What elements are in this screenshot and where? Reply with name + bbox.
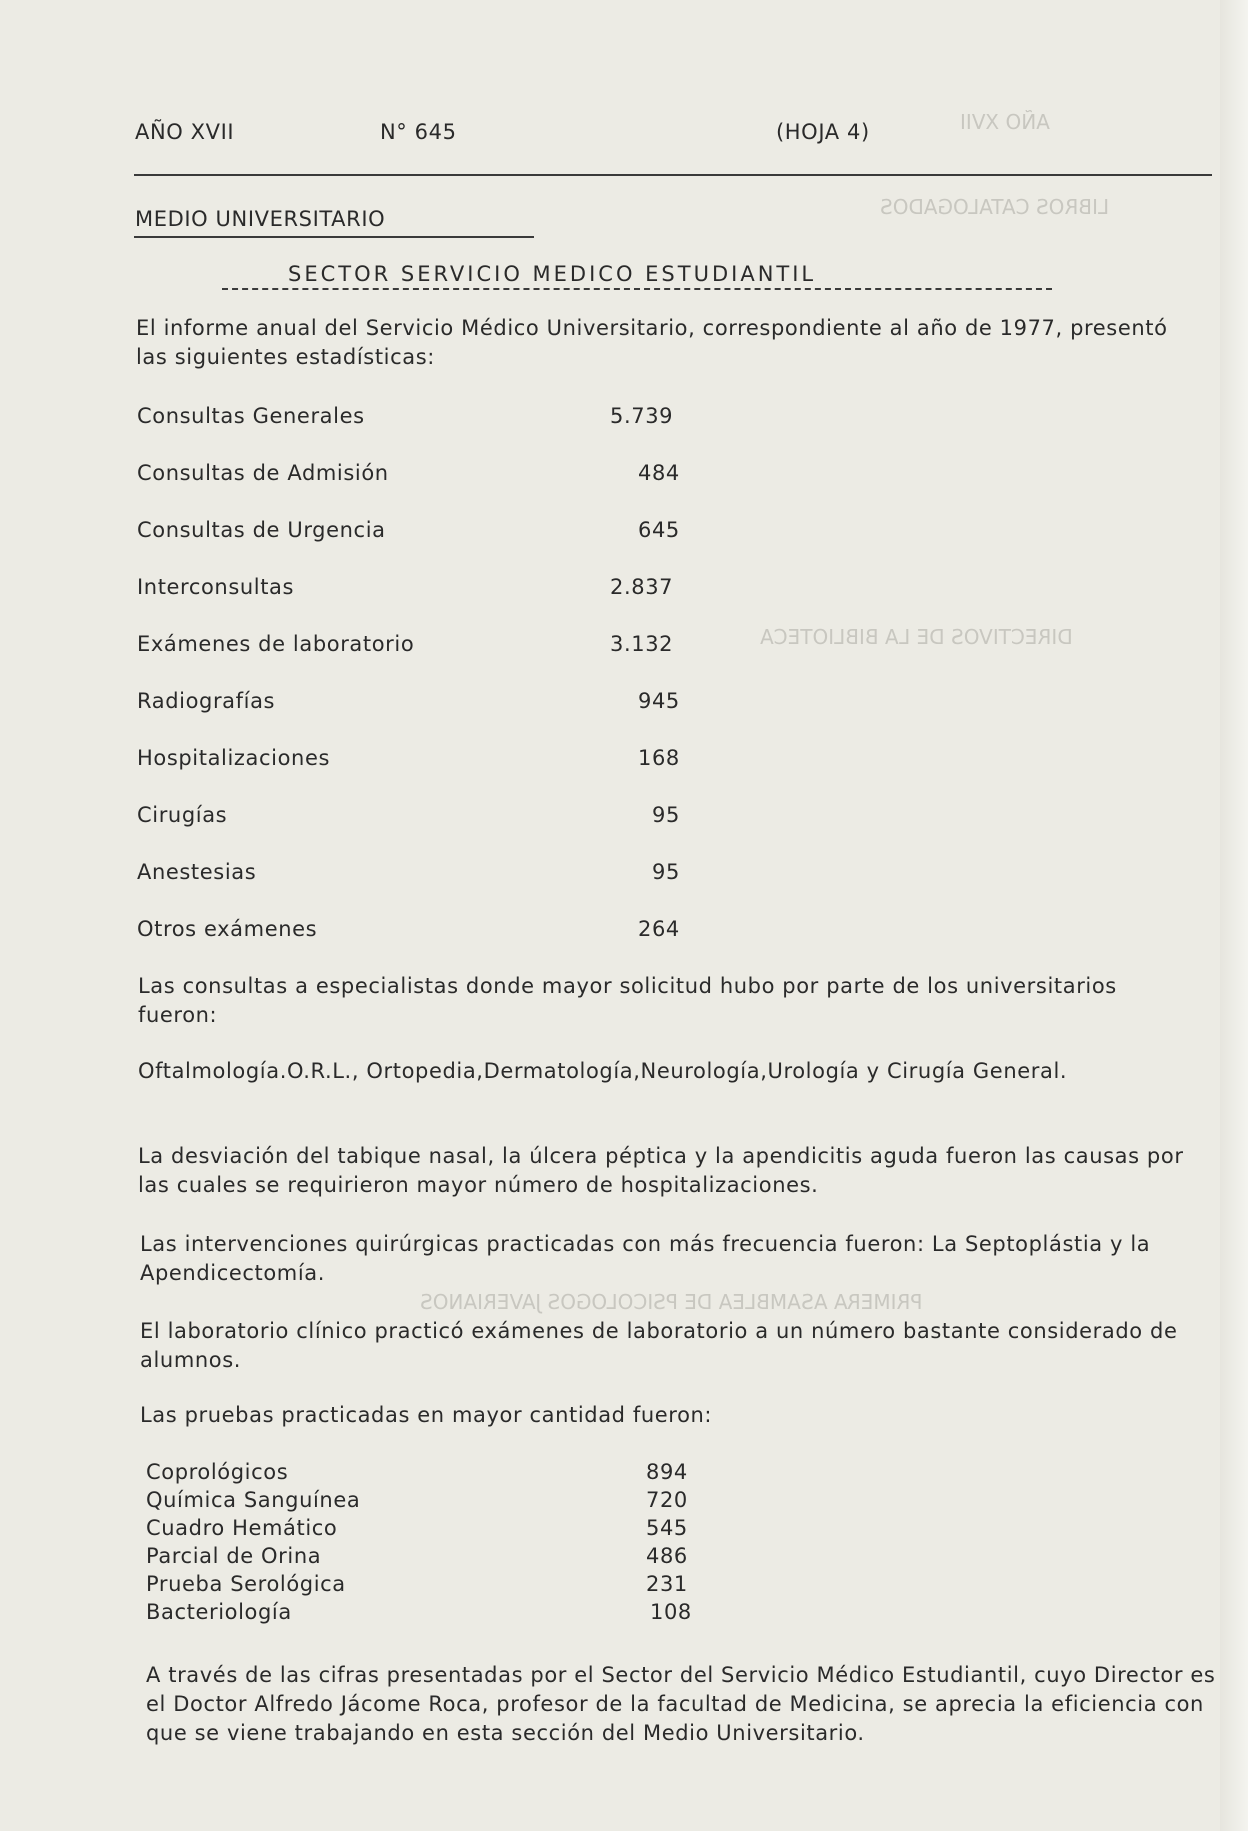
- sheet-label: (HOJA 4): [776, 120, 870, 144]
- section-heading: MEDIO UNIVERSITARIO: [135, 207, 386, 231]
- bleed-through-text: PRIMERA ASAMBLEA DE PSICOLOGOS JAVERIANOS: [420, 1290, 923, 1314]
- stat-value: 3.132: [610, 632, 674, 656]
- page-title: SECTOR SERVICIO MEDICO ESTUDIANTIL: [288, 262, 817, 286]
- specialties-paragraph: Oftalmología.O.R.L., Ortopedia,Dermatología,Neurología,Urología y Cirugía General.: [138, 1059, 1068, 1083]
- test-label: Parcial de Orina: [146, 1544, 322, 1568]
- issue-number: N° 645: [380, 120, 457, 144]
- header-rule: [134, 174, 1212, 176]
- stat-value: 264: [638, 917, 680, 941]
- test-value: 894: [646, 1460, 688, 1484]
- bleed-through-text: AÑO XVII: [960, 110, 1050, 134]
- stat-label: Otros exámenes: [137, 917, 318, 941]
- title-underline: [222, 288, 1052, 291]
- test-label: Prueba Serológica: [146, 1572, 346, 1596]
- test-label: Coprológicos: [146, 1460, 289, 1484]
- stat-value: 95: [652, 803, 680, 827]
- stat-value: 2.837: [610, 575, 674, 599]
- stat-label: Anestesias: [137, 860, 257, 884]
- stat-label: Consultas de Urgencia: [137, 518, 386, 542]
- test-value: 720: [646, 1488, 688, 1512]
- stat-label: Hospitalizaciones: [137, 746, 331, 770]
- year-label: AÑO XVII: [135, 120, 235, 144]
- section-underline: [134, 236, 534, 238]
- test-value: 231: [646, 1572, 688, 1596]
- bleed-through-text: LIBROS CATALOGADOS: [880, 195, 1110, 219]
- stat-value: 95: [652, 860, 680, 884]
- stat-label: Interconsultas: [137, 575, 295, 599]
- stat-value: 945: [638, 689, 680, 713]
- stat-label: Radiografías: [137, 689, 276, 713]
- tests-intro: Las pruebas practicadas en mayor cantidad fueron:: [140, 1403, 713, 1427]
- stat-label: Exámenes de laboratorio: [137, 632, 415, 656]
- test-value: 486: [646, 1544, 688, 1568]
- test-value: 108: [650, 1600, 692, 1624]
- intro-paragraph: El informe anual del Servicio Médico Universitario, correspondiente al año de 1977, presentó las siguientes estadísticas:: [136, 316, 1168, 369]
- page-edge: [1220, 0, 1248, 1831]
- specialists-paragraph: Las consultas a especialistas donde mayor solicitud hubo por parte de los universitarios fueron:: [138, 974, 1117, 1027]
- laboratory-paragraph: El laboratorio clínico practicó exámenes de laboratorio a un número bastante considerado de alumnos.: [140, 1319, 1178, 1372]
- conclusion-paragraph: A través de las cifras presentadas por el Sector del Servicio Médico Estudiantil, cuyo Director es el Doctor Alfredo Jácome Roca, profesor de la facultad de Medicina, se aprecia la eficiencia con que se viene trabajando en esta sección del Medio Universitario.: [146, 1663, 1216, 1745]
- surgery-paragraph: Las intervenciones quirúrgicas practicadas con más frecuencia fueron: La Septoplástia y la Apendicectomía.: [140, 1232, 1151, 1285]
- hospitalization-paragraph: La desviación del tabique nasal, la úlcera péptica y la apendicitis aguda fueron las causas por las cuales se requirieron mayor número de hospitalizaciones.: [138, 1144, 1184, 1197]
- stat-label: Consultas de Admisión: [137, 461, 389, 485]
- stat-value: 168: [638, 746, 680, 770]
- stat-value: 484: [638, 461, 680, 485]
- stat-value: 5.739: [610, 404, 674, 428]
- bleed-through-text: DIRECTIVOS DE LA BIBLIOTECA: [760, 625, 1073, 649]
- test-label: Bacteriología: [146, 1600, 292, 1624]
- test-label: Química Sanguínea: [146, 1488, 361, 1512]
- stat-value: 645: [638, 518, 680, 542]
- stat-label: Consultas Generales: [137, 404, 365, 428]
- test-label: Cuadro Hemático: [146, 1516, 338, 1540]
- stat-label: Cirugías: [137, 803, 228, 827]
- test-value: 545: [646, 1516, 688, 1540]
